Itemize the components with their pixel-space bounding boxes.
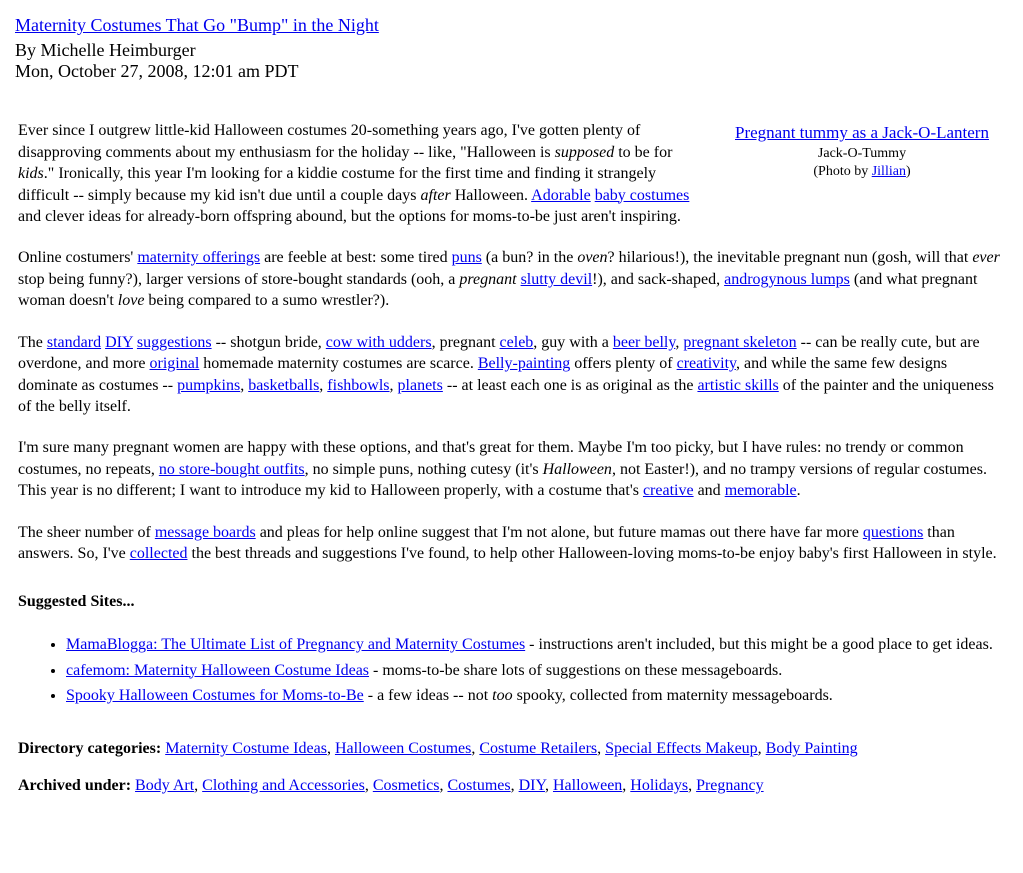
paragraph-4 (18, 437, 1006, 501)
inline-link[interactable]: baby costumes (594, 186, 690, 204)
inline-link[interactable]: Halloween (552, 776, 623, 794)
inline-link[interactable]: original (149, 355, 200, 373)
article-title-link[interactable]: Maternity Costumes That Go "Bump" in the Night (15, 15, 379, 35)
inline-link[interactable]: Body Painting (765, 740, 858, 758)
text-run: , (240, 376, 249, 394)
inline-link[interactable]: maternity offerings (137, 249, 261, 267)
italic-text: oven (577, 249, 608, 267)
photo-credit (718, 163, 1006, 181)
text-run: . (796, 482, 801, 500)
text-run: , (364, 776, 373, 794)
inline-link[interactable]: creativity (676, 355, 736, 373)
inline-link[interactable]: pumpkins (177, 376, 241, 394)
inline-link[interactable]: Spooky Halloween Costumes for Moms-to-Be (66, 686, 364, 704)
inline-link[interactable]: slutty devil (520, 270, 593, 288)
text-run: I'm sure many pregnant women are happy with these options, and that's great for them. Maybe I'm too picky, but I have rules: no trendy or common costumes, no repeats, (18, 439, 964, 478)
inline-link[interactable]: Costume Retailers (479, 740, 598, 758)
publish-date: Mon, October 27, 2008, 12:01 am PDT (15, 61, 299, 82)
text-run: and pleas for help online suggest that I'm not alone, but future mamas out there have far more (255, 523, 863, 541)
text-run: Halloween. (450, 186, 532, 204)
text-run: , (622, 776, 631, 794)
inline-link[interactable]: Jillian (871, 163, 906, 179)
text-run: being compared to a sumo wrestler?). (144, 292, 390, 310)
text-run: (a bun? in the (481, 249, 578, 267)
text-run: , no simple puns, nothing cutesy (it's (304, 460, 543, 478)
text-run: Online costumers' (18, 249, 138, 267)
inline-link[interactable]: Costumes (447, 776, 511, 794)
inline-link[interactable]: suggestions (136, 333, 212, 351)
paragraph-3 (18, 332, 1006, 418)
inline-link[interactable]: MamaBlogga: The Ultimate List of Pregnancy and Maternity Costumes (66, 636, 526, 654)
archived-under-line (18, 775, 1006, 796)
inline-link[interactable]: cow with udders (325, 333, 432, 351)
byline: By Michelle Heimburger (15, 40, 196, 61)
text-run: (Photo by (813, 163, 872, 179)
article-body (15, 120, 1006, 796)
suggested-sites-heading: Suggested Sites... (18, 592, 135, 610)
text-run: stop being funny?), larger versions of store-bought standards (ooh, a (18, 270, 460, 288)
italic-text: love (117, 292, 145, 310)
byline-block (15, 40, 1006, 82)
text-run: and clever ideas for already-born offspring abound, but the options for moms-to-be just aren't inspiring. (18, 207, 681, 225)
article-header (15, 13, 1006, 37)
photo-link[interactable]: Pregnant tummy as a Jack-O-Lantern (735, 123, 989, 143)
inline-link[interactable]: DIY (105, 333, 133, 351)
text-run: the best threads and suggestions I've found, to help other Halloween-loving moms-to-be enjoy baby's first Halloween in style. (187, 545, 997, 563)
text-run: are feeble at best: some tired (260, 249, 452, 267)
text-run: than answers. So, I've (18, 523, 955, 563)
inline-link[interactable]: fishbowls (327, 376, 390, 394)
inline-link[interactable]: planets (397, 376, 443, 394)
text-run: - instructions aren't included, but this might be a good place to get ideas. (525, 636, 993, 654)
text-run: , pregnant (431, 333, 500, 351)
inline-link[interactable]: Clothing and Accessories (202, 776, 365, 794)
bold-label: Directory categories: (18, 740, 166, 758)
inline-link[interactable]: memorable (724, 482, 797, 500)
text-run: ) (905, 163, 911, 179)
inline-link[interactable]: questions (862, 523, 924, 541)
text-run: , and while the same few designs dominate as costumes -- (18, 355, 948, 394)
text-run: , (675, 333, 684, 351)
text-run: , (597, 740, 606, 758)
text-run: homemade maternity costumes are scarce. (199, 355, 478, 373)
inline-link[interactable]: artistic skills (697, 376, 779, 394)
inline-link[interactable]: Cosmetics (372, 776, 440, 794)
italic-text: pregnant (459, 270, 517, 288)
text-run: , not Easter!), and no trampy versions of regular costumes. This year is no different; I want to introduce my kid to Halloween properly, with a costume that's (18, 460, 987, 500)
inline-link[interactable]: pregnant skeleton (683, 333, 797, 351)
text-run: , (471, 740, 480, 758)
paragraph-5 (18, 522, 1006, 565)
text-run: The sheer number of (18, 523, 155, 541)
text-run: Ever since I outgrew little-kid Halloween costumes 20-something years ago, I've gotten plenty of disapproving comments about my enthusiasm for the holiday -- like, "Halloween is (18, 122, 641, 161)
italic-text: kids (18, 165, 44, 183)
text-run: -- shotgun bride, (211, 333, 326, 351)
text-run: , guy with a (533, 333, 613, 351)
inline-link[interactable]: Pregnancy (696, 776, 764, 794)
inline-link[interactable]: no store-bought outfits (158, 460, 305, 478)
text-run: - moms-to-be share lots of suggestions on these messageboards. (369, 661, 783, 679)
text-run: , (194, 776, 203, 794)
text-run: of the painter and the uniqueness of the belly itself. (18, 376, 994, 416)
italic-text: Halloween (542, 460, 612, 478)
inline-link[interactable]: Belly-painting (477, 355, 571, 373)
text-run: , (688, 776, 697, 794)
inline-link[interactable]: standard (46, 333, 102, 351)
text-run: , (326, 740, 335, 758)
text-run: (and what pregnant woman doesn't (18, 270, 978, 310)
directory-categories-line (18, 738, 1006, 759)
bold-label: Archived under: (18, 776, 136, 794)
list-item (66, 685, 1006, 706)
inline-link[interactable]: Holidays (630, 776, 689, 794)
paragraph-2 (18, 247, 1006, 311)
text-run: , (389, 376, 398, 394)
list-item (66, 634, 1006, 655)
text-run: to be for (614, 143, 673, 161)
inline-link[interactable]: celeb (499, 333, 534, 351)
text-run: !), and sack-shaped, (592, 270, 725, 288)
text-run: , (544, 776, 553, 794)
inline-link[interactable]: Maternity Costume Ideas (165, 740, 327, 758)
photo-caption: Jack-O-Tummy (817, 145, 907, 161)
inline-link[interactable]: beer belly (612, 333, 676, 351)
italic-text: supposed (554, 143, 615, 161)
inline-link[interactable]: Adorable (531, 186, 591, 204)
text-run: ." Ironically, this year I'm looking for a kiddie costume for the first time and finding it strangely difficult -- simply because my kid isn't due until a couple days (18, 165, 657, 204)
inline-link[interactable]: message boards (154, 523, 256, 541)
list-item (66, 660, 1006, 681)
suggested-sites-list (18, 634, 1006, 706)
photo-caption-box (718, 122, 1006, 181)
text-run: and (693, 482, 725, 500)
text-run: -- can be really cute, but are overdone, and more (18, 333, 980, 373)
text-run: , (319, 376, 328, 394)
inline-link[interactable]: DIY (518, 776, 545, 794)
italic-text: too (492, 686, 513, 704)
text-run: spooky, collected from maternity messageboards. (512, 686, 833, 704)
inline-link[interactable]: cafemom: Maternity Halloween Costume Ideas (66, 661, 370, 679)
italic-text: ever (972, 249, 1000, 267)
italic-text: after (420, 186, 451, 204)
text-run: offers plenty of (570, 355, 677, 373)
text-run: ? hilarious!), the inevitable pregnant nun (gosh, will that (607, 249, 973, 267)
inline-link[interactable]: creative (642, 482, 694, 500)
inline-link[interactable]: basketballs (248, 376, 320, 394)
inline-link[interactable]: puns (451, 249, 482, 267)
text-run: -- at least each one is as original as the (442, 376, 698, 394)
text-run: , (439, 776, 448, 794)
text-run: The (18, 333, 47, 351)
inline-link[interactable]: androgynous lumps (724, 270, 850, 288)
text-run: , (757, 740, 766, 758)
inline-link[interactable]: Body Art (135, 776, 195, 794)
inline-link[interactable]: Halloween Costumes (334, 740, 472, 758)
text-run: - a few ideas -- not (363, 686, 493, 704)
inline-link[interactable]: Special Effects Makeup (605, 740, 758, 758)
text-run: , (510, 776, 519, 794)
inline-link[interactable]: collected (129, 545, 188, 563)
